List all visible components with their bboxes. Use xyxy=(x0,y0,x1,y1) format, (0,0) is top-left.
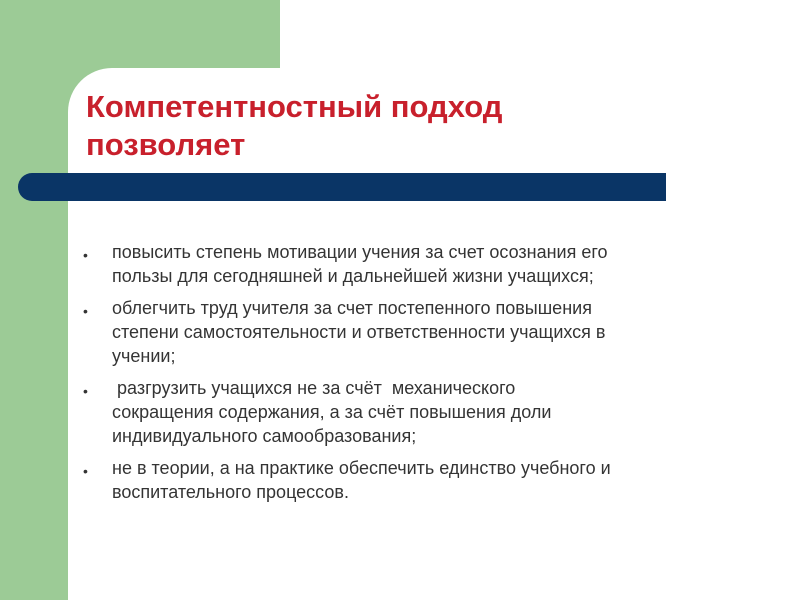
bullet-text-line: облегчить труд учителя за счет постепенного повышения xyxy=(112,298,592,318)
bullet-icon: • xyxy=(83,383,88,399)
bullet-text-line: разгрузить учащихся не за счёт механического xyxy=(112,378,516,398)
slide-title-line: Компетентностный подход xyxy=(86,89,503,124)
bullet-item xyxy=(80,240,740,288)
bullet-item xyxy=(80,376,740,448)
slide-title xyxy=(86,88,646,164)
bullet-icon: • xyxy=(83,303,88,319)
title-divider-bar xyxy=(18,173,666,201)
bullet-text-line: учении; xyxy=(112,346,176,366)
bullet-text-line: воспитательного процессов. xyxy=(112,482,349,502)
bullet-icon: • xyxy=(83,247,88,263)
bullet-text-line: не в теории, а на практике обеспечить единство учебного и xyxy=(112,458,611,478)
bullet-text-line: степени самостоятельности и ответственности учащихся в xyxy=(112,322,606,342)
bullet-text-line: индивидуального самообразования; xyxy=(112,426,417,446)
bullet-item xyxy=(80,296,740,368)
bullet-text-line: сокращения содержания, а за счёт повышения доли xyxy=(112,402,552,422)
slide-title-line: позволяет xyxy=(86,127,246,162)
bullet-list xyxy=(80,240,740,512)
bullet-text-line: повысить степень мотивации учения за счет осознания его xyxy=(112,242,608,262)
bullet-text-line: пользы для сегодняшней и дальнейшей жизни учащихся; xyxy=(112,266,594,286)
bullet-item xyxy=(80,456,740,504)
bullet-icon: • xyxy=(83,463,88,479)
